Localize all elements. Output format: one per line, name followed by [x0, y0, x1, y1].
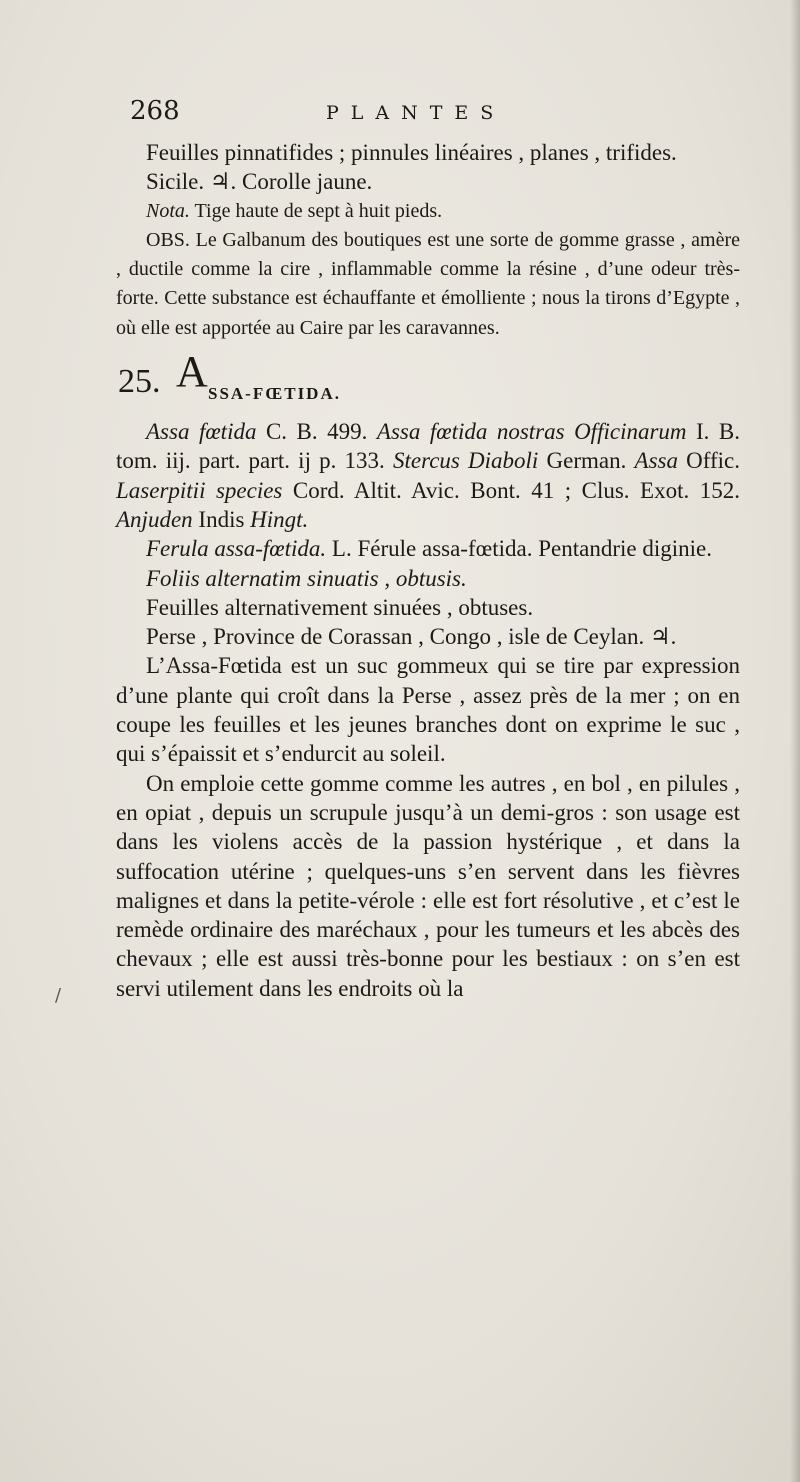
linnaeus-text: L. Férule assa-fœtida. Pentandrie diginie. — [326, 536, 712, 562]
paragraph-distribution: Perse , Province de Corassan , Congo , isle de Ceylan. ♃. — [146, 624, 677, 650]
syn-part: Laserpitii species — [116, 477, 283, 503]
syn-part: German. — [538, 448, 635, 474]
paragraph-synonymy — [116, 417, 740, 534]
paragraph-description: L’Assa-Fœtida est un suc gommeux qui se tire par expression d’une plante qui croît dans la Perse , assez près de la mer ; on en coupe les feuilles et les jeunes branches dont on exprime le suc , qui s’épaissit et s’endurcit au soleil. — [116, 653, 740, 767]
nota-label: Nota. — [146, 199, 190, 222]
syn-part: C. B. 499. — [256, 419, 377, 445]
paragraph-nota — [116, 197, 740, 226]
linnaeus-name: Ferula assa-fœtida. — [146, 536, 327, 562]
syn-part: Stercus Diaboli — [393, 448, 539, 474]
syn-part: Anjuden — [116, 506, 193, 532]
paragraph-linnaeus — [116, 534, 740, 563]
paragraph-diagnosis: Feuilles alternativement sinuées , obtuses. — [146, 594, 534, 620]
paragraph-observation: OBS. Le Galbanum des boutiques est une sorte de gomme grasse , amère , ductile comme la cire , inflammable comme la résine , d’une odeur très-forte. Cette substance est échauffante et émolliente ; nous la tirons d’Egypte , où elle est apportée au Caire par les caravannes. — [116, 228, 740, 339]
nota-text: Tige haute de sept à huit pieds. — [194, 199, 443, 222]
entry-initial: A — [176, 347, 208, 397]
syn-part: Assa fœtida nostras Officinarum — [376, 419, 687, 445]
syn-part: Assa — [634, 448, 678, 474]
syn-part: Assa fœtida — [146, 419, 257, 445]
paragraph-uses: On emploie cette gomme comme les autres , en bol , en pilules , en opiat , depuis un scrupule jusqu’à un demi-gros : son usage est dans les violens accès de la passion hystérique , et dans la suffocation utérine ; quelques-uns s’en servent dans les fièvres malignes et dans la petite-vérole : elle est fort résolutive , et c’est le remède ordinaire des maréchaux , pour les tumeurs et les abcès des chevaux ; elle est aussi très-bonne pour les bestiaux : on s’en est servi utilement dans les endroits où la — [116, 770, 740, 1001]
page-header — [130, 96, 740, 136]
syn-part: Offic. — [677, 448, 741, 474]
entry-title: SSA-FŒTIDA. — [208, 384, 341, 404]
page-gutter-shadow — [790, 0, 800, 1482]
entry-number: 25. — [118, 363, 161, 401]
entry-heading — [116, 347, 740, 417]
paragraph-latin-diagnosis: Foliis alternatim sinuatis , obtusis. — [146, 565, 467, 591]
running-title: PLANTES — [326, 102, 506, 124]
syn-part: Cord. Altit. Avic. Bont. 41 ; Clus. Exot. 152. — [282, 477, 740, 503]
syn-part: Indis — [192, 506, 251, 532]
syn-part: I. B. tom. iij. part. part. ij p. 133. — [116, 419, 741, 474]
paragraph-habitat: Sicile. ♃. Corolle jaune. — [146, 169, 373, 195]
body-text — [116, 138, 740, 1003]
margin-mark: / — [55, 985, 62, 1006]
syn-part: Hingt. — [250, 506, 309, 532]
paragraph-leaves: Feuilles pinnatifides ; pinnules linéaires , planes , trifides. — [146, 140, 677, 165]
page-number: 268 — [130, 96, 180, 126]
